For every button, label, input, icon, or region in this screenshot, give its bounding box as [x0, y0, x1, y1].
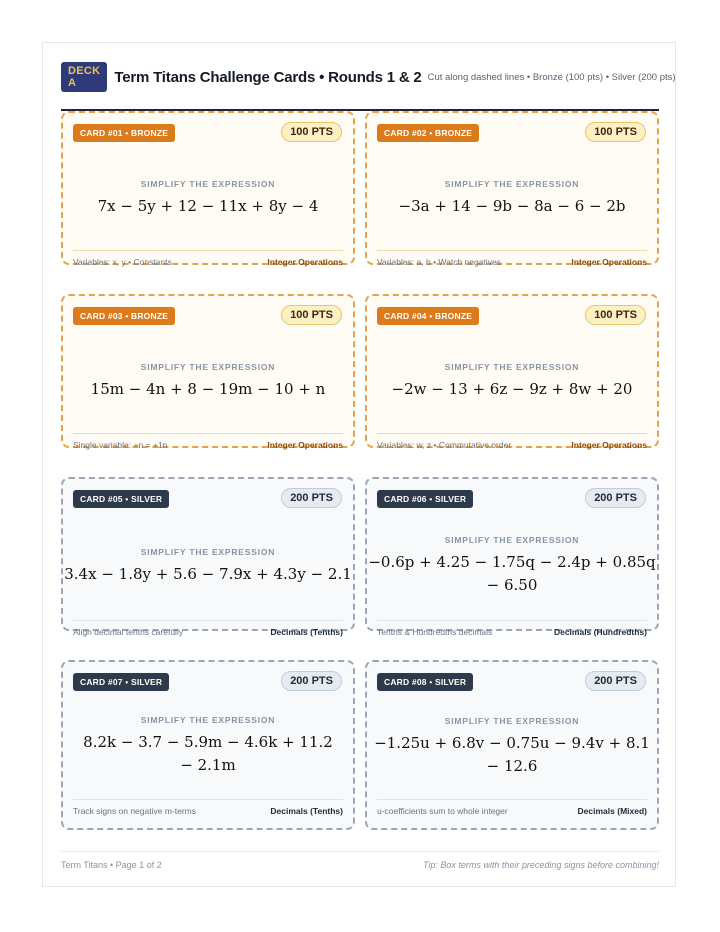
card-hint: Variables: a, b • Watch negatives — [377, 257, 501, 267]
card-expression — [367, 195, 657, 218]
page-tip: Tip: Box terms with their preceding signs before combining! — [422, 860, 659, 870]
points-badge: 200 PTS — [585, 488, 646, 508]
card-hint: Single variable: +n = +1n — [73, 440, 168, 450]
card-footer — [377, 433, 647, 456]
card-prompt: SIMPLIFY THE EXPRESSION — [444, 179, 580, 189]
card-footer — [73, 620, 343, 643]
expression-line: −0.6p + 4.25 − 1.75q − 2.4p + 0.85q — [368, 553, 656, 571]
card-footer — [73, 250, 343, 273]
expression-line: −3a + 14 − 9b − 8a − 6 − 2b — [398, 197, 626, 215]
card-tag: CARD #04 • BRONZE — [377, 307, 479, 325]
card-tag: CARD #05 • SILVER — [73, 490, 169, 508]
card-footer — [377, 250, 647, 273]
expression-line: − 2.1m — [180, 756, 236, 774]
card-tag: CARD #02 • BRONZE — [377, 124, 479, 142]
deck-badge: DECK A — [61, 62, 107, 92]
card-category: Decimals (Tenths) — [270, 627, 343, 637]
card-prompt: SIMPLIFY THE EXPRESSION — [140, 362, 276, 372]
expression-line: 3.4x − 1.8y + 5.6 − 7.9x + 4.3y − 2.1 — [64, 565, 352, 583]
card-footer — [377, 799, 647, 822]
expression-line: 8.2k − 3.7 − 5.9m − 4.6k + 11.2 — [83, 733, 333, 751]
points-badge: 100 PTS — [281, 305, 342, 325]
points-badge: 100 PTS — [585, 305, 646, 325]
card-hint: u-coefficients sum to whole integer — [377, 806, 508, 816]
card-tag: CARD #03 • BRONZE — [73, 307, 175, 325]
expression-line: 15m − 4n + 8 − 19m − 10 + n — [90, 380, 326, 398]
points-badge: 100 PTS — [585, 122, 646, 142]
page-subtitle: Cut along dashed lines • Bronze (100 pts) • Silver (200 pts) — [427, 71, 676, 83]
worksheet-page — [42, 42, 676, 887]
challenge-card-02 — [365, 111, 659, 265]
card-tag: CARD #08 • SILVER — [377, 673, 473, 691]
card-expression — [367, 732, 657, 778]
expression-line: 7x − 5y + 12 − 11x + 8y − 4 — [97, 197, 319, 215]
card-category: Integer Operations — [571, 257, 647, 267]
card-hint: Align decimal tenths carefully — [73, 627, 184, 637]
challenge-card-06 — [365, 477, 659, 637]
card-tag: CARD #01 • BRONZE — [73, 124, 175, 142]
card-expression — [367, 378, 657, 401]
card-category: Integer Operations — [267, 440, 343, 450]
card-category: Decimals (Tenths) — [270, 806, 343, 816]
challenge-card-03 — [61, 294, 355, 448]
points-badge: 200 PTS — [281, 671, 342, 691]
card-prompt: SIMPLIFY THE EXPRESSION — [444, 362, 580, 372]
challenge-card-08 — [365, 660, 659, 830]
card-hint: Variables: w, z • Commutative order — [377, 440, 512, 450]
challenge-card-07 — [61, 660, 355, 830]
card-expression — [63, 563, 353, 586]
card-expression — [63, 378, 353, 401]
card-hint: Tenths & Hundredths decimals — [377, 627, 493, 637]
card-prompt: SIMPLIFY THE EXPRESSION — [140, 547, 276, 557]
challenge-card-01 — [61, 111, 355, 265]
card-prompt: SIMPLIFY THE EXPRESSION — [140, 715, 276, 725]
card-hint: Variables: x, y • Constants — [73, 257, 172, 267]
card-hint: Track signs on negative m-terms — [73, 806, 196, 816]
card-expression — [63, 195, 353, 218]
card-category: Decimals (Hundredths) — [553, 627, 647, 637]
page-footer — [61, 851, 659, 870]
page-title: Term Titans Challenge Cards • Rounds 1 & 2 — [114, 68, 422, 86]
points-badge: 200 PTS — [281, 488, 342, 508]
card-tag: CARD #07 • SILVER — [73, 673, 169, 691]
card-category: Integer Operations — [571, 440, 647, 450]
card-prompt: SIMPLIFY THE EXPRESSION — [444, 716, 580, 726]
page-header — [61, 63, 676, 111]
points-badge: 200 PTS — [585, 671, 646, 691]
card-expression — [63, 731, 353, 777]
expression-line: −2w − 13 + 6z − 9z + 8w + 20 — [391, 380, 633, 398]
card-footer — [73, 433, 343, 456]
card-prompt: SIMPLIFY THE EXPRESSION — [140, 179, 276, 189]
card-category: Decimals (Mixed) — [577, 806, 647, 816]
card-category: Integer Operations — [267, 257, 343, 267]
expression-line: − 12.6 — [486, 757, 538, 775]
expression-line: −1.25u + 6.8v − 0.75u − 9.4v + 8.1 — [374, 734, 650, 752]
card-expression — [367, 551, 657, 597]
card-tag: CARD #06 • SILVER — [377, 490, 473, 508]
expression-line: − 6.50 — [486, 576, 538, 594]
challenge-card-05 — [61, 477, 355, 637]
card-footer — [377, 620, 647, 643]
card-footer — [73, 799, 343, 822]
page-number: Term Titans • Page 1 of 2 — [61, 860, 162, 870]
card-prompt: SIMPLIFY THE EXPRESSION — [444, 535, 580, 545]
points-badge: 100 PTS — [281, 122, 342, 142]
challenge-card-04 — [365, 294, 659, 448]
